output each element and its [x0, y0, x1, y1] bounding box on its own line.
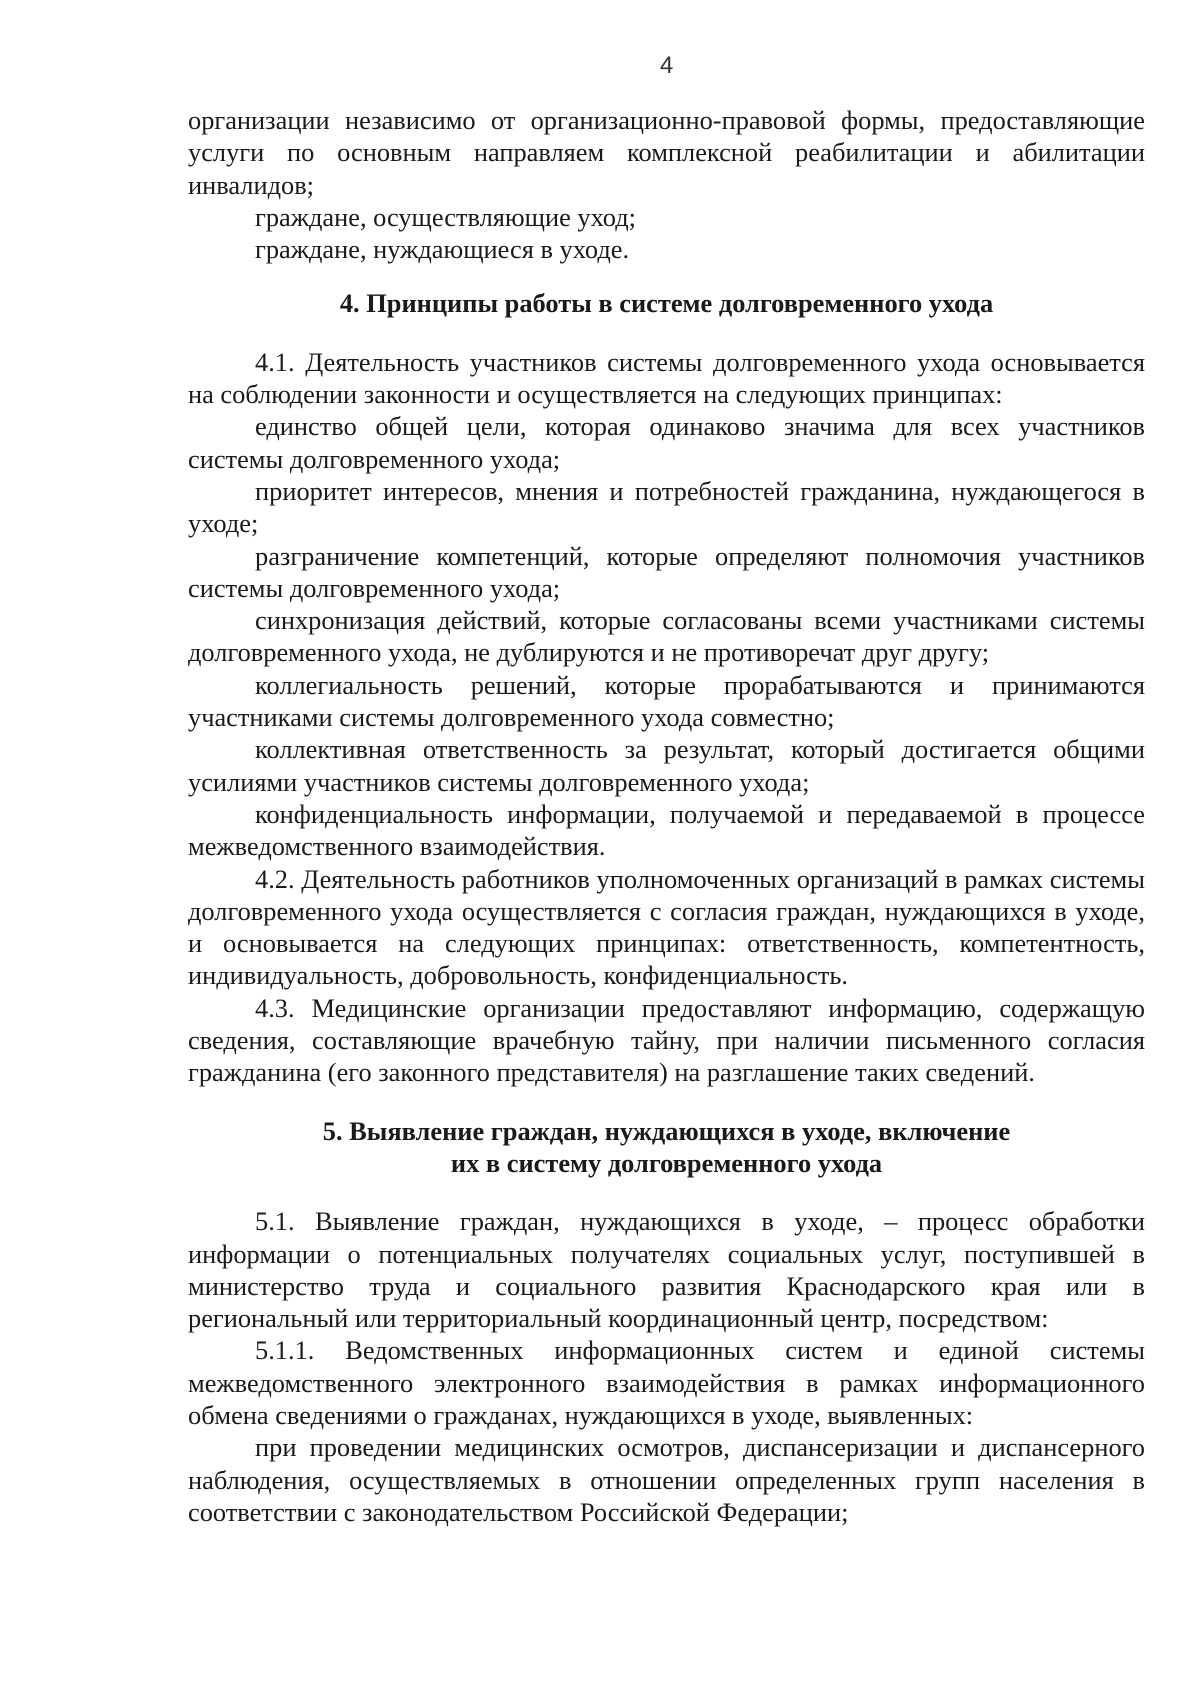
section-5-paragraph: при проведении медицинских осмотров, диспансеризации и диспансерного наблюдения, осуществляемых в отношении определенных групп населения в соответствии с законодательством Российской Федерации;	[188, 1432, 1145, 1527]
section-5-heading-line-1: 5. Выявление граждан, нуждающихся в уходе, включение	[322, 1115, 1011, 1146]
section-5-heading	[188, 1115, 1145, 1180]
intro-paragraph-3: граждане, нуждающиеся в уходе.	[255, 234, 630, 265]
section-4-paragraph: единство общей цели, которая одинаково значима для всех участников системы долговременного ухода;	[188, 411, 1145, 474]
section-4-paragraph: 4.3. Медицинские организации предоставляют информацию, содержащую сведения, составляющие врачебную тайну, при наличии письменного согласия гражданина (его законного представителя) на разглашение таких сведений.	[188, 992, 1145, 1088]
intro-paragraph-1: организации независимо от организационно-правовой формы, предоставляющие услуги по основным направляем комплексной реабилитации и абилитации инвалидов;	[188, 105, 1145, 200]
intro-paragraph-2: граждане, осуществляющие уход;	[255, 201, 636, 232]
section-5-heading-line-2: их в систему долговременного ухода	[450, 1147, 883, 1178]
section-4-paragraph: синхронизация действий, которые согласованы всеми участниками системы долговременного ухода, не дублируются и не противоречат друг другу;	[188, 605, 1145, 668]
section-4-paragraph: коллективная ответственность за результат, который достигается общими усилиями участников системы долговременного ухода;	[188, 734, 1145, 797]
section-4-paragraph: 4.1. Деятельность участников системы долговременного ухода основывается на соблюдении законности и осуществляется на следующих принципах:	[188, 346, 1145, 410]
document-body	[188, 104, 1145, 1528]
section-4-heading: 4. Принципы работы в системе долговременного ухода	[339, 288, 994, 319]
section-4-paragraph: 4.2. Деятельность работников уполномоченных организаций в рамках системы долговременного ухода осуществляется с согласия граждан, нуждающихся в уходе, и основывается на следующих принципах: ответственность, компетентность, индивидуальность, добровольность, конфиденциальность.	[188, 863, 1145, 991]
page-number: 4	[659, 52, 674, 79]
section-5-paragraph: 5.1. Выявление граждан, нуждающихся в уходе, – процесс обработки информации о потенциальных получателях социальных услуг, поступившей в министерство труда и социального развития Краснодарского края или в региональный или территориальный координационный центр, посредством:	[188, 1206, 1145, 1334]
section-5-paragraph: 5.1.1. Ведомственных информационных систем и единой системы межведомственного электронного взаимодействия в рамках информационного обмена сведениями о гражданах, нуждающихся в уходе, выявленных:	[188, 1335, 1145, 1430]
section-4-paragraph: разграничение компетенций, которые определяют полномочия участников системы долговременного ухода;	[188, 540, 1145, 603]
section-4-paragraph: коллегиальность решений, которые прорабатываются и принимаются участниками системы долговременного ухода совместно;	[188, 669, 1145, 733]
section-4-paragraph: приоритет интересов, мнения и потребностей гражданина, нуждающегося в уходе;	[188, 475, 1145, 539]
section-4-paragraph: конфиденциальность информации, получаемой и передаваемой в процессе межведомственного взаимодействия.	[188, 798, 1145, 862]
